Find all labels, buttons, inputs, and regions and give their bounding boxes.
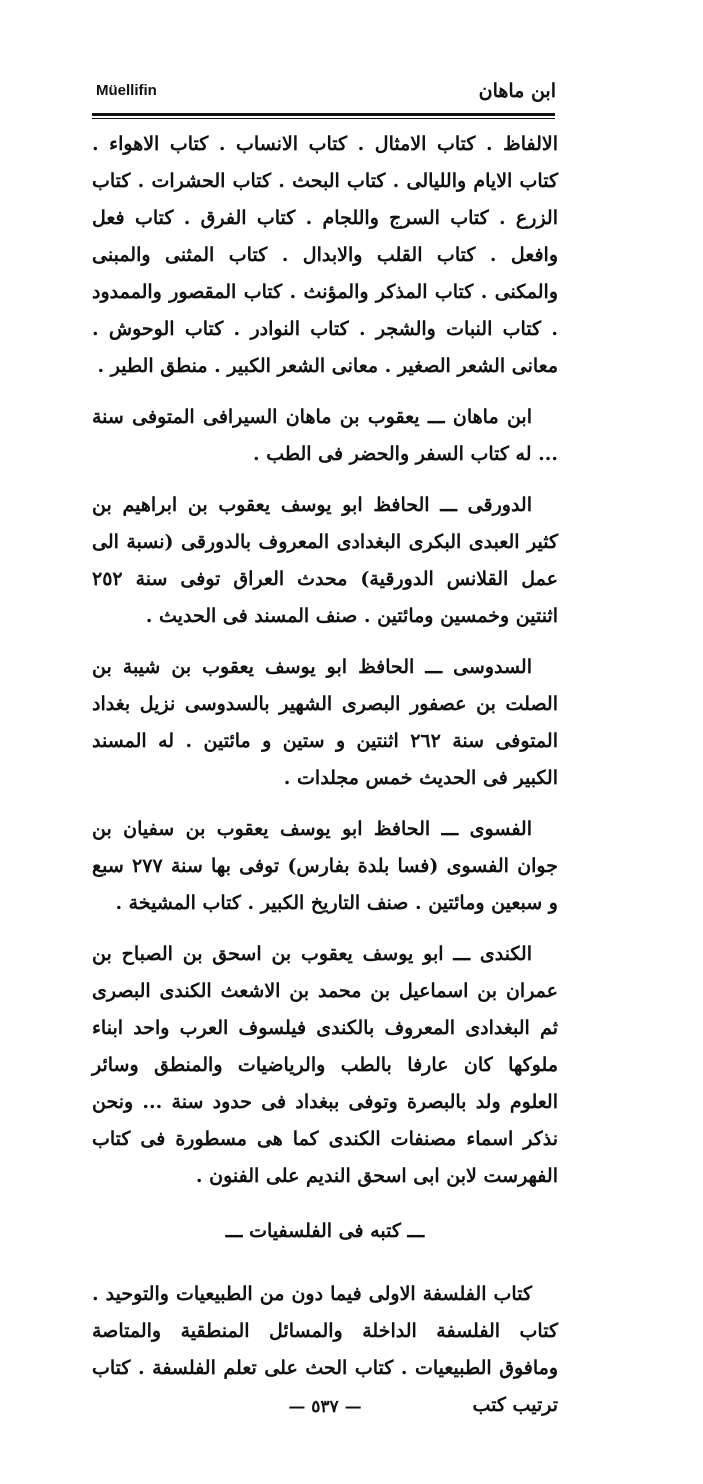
header-rule-thick [92, 113, 555, 116]
paragraph-book-list: الالفاظ . كتاب الامثال . كتاب الانساب . كتاب الاهواء . كتاب الايام والليالى . كتاب البحث . كتاب الحشرات . كتاب الزرع . كتاب السرج واللجام . كتاب الفرق . كتاب فعل وافعل . كتاب القلب والابدال . كتاب المثنى والمبنى والمكنى . كتاب المذكر والمؤنث . كتاب المقصور والممدود . كتاب النبات والشجر . كتاب النوادر . كتاب الوحوش . معانى الشعر الصغير . معانى الشعر الكبير . منطق الطير . [92, 133, 558, 377]
paragraph-dawraqi: الدورقى ـــ الحافظ ابو يوسف يعقوب بن ابراهيم بن كثير العبدى البكرى البغدادى المعروف بالدورقى (نسبة الى عمل القلانس الدورقية) محدث العراق توفى سنة ٢٥٢ اثنتين وخمسين ومائتين . صنف المسند فى الحديث . [92, 494, 558, 627]
header-title: ابن ماهان [478, 80, 556, 102]
paragraph-philosophy-books: كتاب الفلسفة الاولى فيما دون من الطبيعيات والتوحيد . كتاب الفلسفة الداخلة والمسائل المنطقية والمتاصة ومافوق الطبيعيات . كتاب الحث على تعلم الفلسفة . كتاب ترتيب كتب [92, 1283, 558, 1416]
header-rule-thin [92, 118, 555, 119]
paragraph-fasawi: الفسوى ـــ الحافظ ابو يوسف يعقوب بن سفيان بن جوان الفسوى (فسا بلدة بفارس) توفى بها سنة ٢٧٧ سبع و سبعين ومائتين . صنف التاريخ الكبير . كتاب المشيخة . [92, 818, 558, 914]
page-number: — ٥٣٧ — [288, 1397, 362, 1417]
page-body [92, 126, 558, 1438]
paragraph-sadusi: السدوسى ـــ الحافظ ابو يوسف يعقوب بن شيبة بن الصلت بن عصفور البصرى الشهير بالسدوسى نزيل بغداد المتوفى سنة ٢٦٢ اثنتين و ستين و مائتين . له المسند الكبير فى الحديث خمس مجلدات . [92, 656, 558, 789]
paragraph-ibn-mahan: ابن ماهان ـــ يعقوب بن ماهان السيرافى المتوفى سنة ... له كتاب السفر والحضر فى الطب . [92, 406, 558, 465]
header-label: Müellifin [96, 82, 157, 99]
paragraph-kindi: الكندى ـــ ابو يوسف يعقوب بن اسحق بن الصباح بن عمران بن اسماعيل بن محمد بن الاشعث الكندى البصرى ثم البغدادى المعروف بالكندى فيلسوف العرب واحد ابناء ملوكها كان عارفا بالطب والرياضيات والمنطق وسائر العلوم ولد بالبصرة وتوفى ببغداد فى حدود سنة ... ونحن نذكر اسماء مصنفات الكندى كما هى مسطورة فى كتاب الفهرست لابن ابى اسحق النديم على الفنون . [92, 943, 558, 1187]
section-heading: ـــ كتبه فى الفلسفيات ـــ [225, 1220, 425, 1242]
running-header [96, 80, 556, 110]
